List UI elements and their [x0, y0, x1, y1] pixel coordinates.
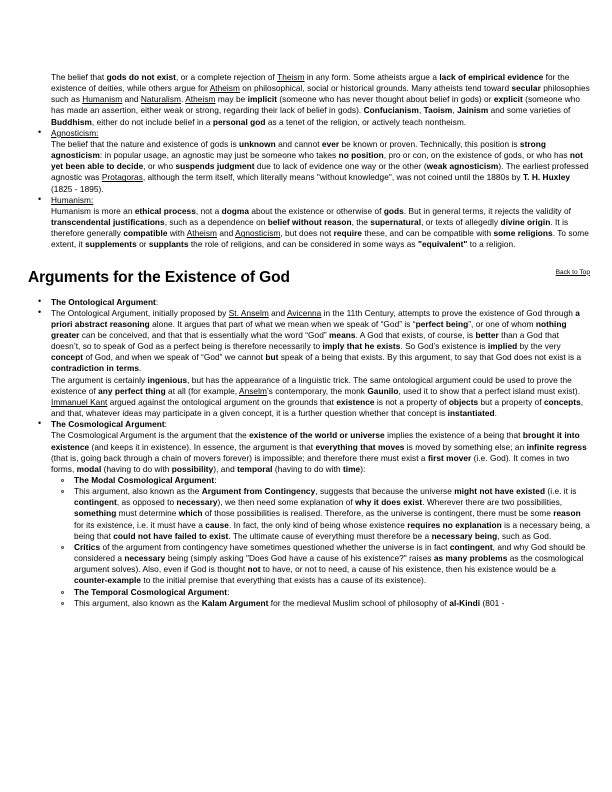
emphasis-run: Confucianism — [363, 105, 419, 116]
text-run: , such as a dependence on — [164, 217, 268, 228]
emphasis-run: but — [265, 352, 279, 363]
emphasis-run: why it does exist — [355, 497, 423, 508]
text-run: argued against the ontological argument on the grounds that — [107, 396, 337, 407]
emphasis-run: personal god — [212, 116, 266, 127]
emphasis-run: perfect being — [415, 318, 469, 329]
text-run: The argument is certainly — [51, 374, 148, 385]
emphasis-run: The Temporal Cosmological Argument — [74, 586, 228, 597]
emphasis-run: implicit — [247, 94, 278, 105]
emphasis-run: counter-example — [74, 575, 142, 586]
text-run: for the medieval Muslim school of philosophy of — [268, 597, 450, 608]
text-run: : — [155, 296, 159, 307]
emphasis-run: not yet been able to decide — [51, 150, 583, 172]
cosmological-sublist — [51, 475, 590, 609]
emphasis-run: which — [178, 508, 203, 519]
humanism-term — [51, 195, 590, 206]
atheism-paragraph — [51, 72, 590, 128]
critics-paragraph — [74, 542, 590, 587]
emphasis-run: no position — [338, 150, 384, 161]
text-run: (someone who has made an assertion, either weak or strong, regarding their lack of belief in gods). — [51, 94, 581, 116]
emphasis-run: first mover — [427, 452, 472, 463]
text-run: and — [122, 94, 141, 105]
emphasis-run: ingenious — [147, 374, 188, 385]
text-run: with — [167, 228, 187, 239]
emphasis-run: Critics — [74, 541, 101, 552]
text-run: in the 11th Century, attempts to prove the existence of God through — [321, 307, 576, 318]
emphasis-run: al-Kindi — [449, 597, 481, 608]
text-run: the role of religions, and can be considered in some ways as — [188, 239, 418, 250]
emphasis-run: something — [74, 508, 117, 519]
list-item-cosmological-body — [28, 430, 590, 609]
emphasis-run: might not have existed — [454, 486, 546, 497]
text-run: : — [227, 586, 230, 597]
text-run: of God, and when we speak of “God” we cannot — [83, 352, 266, 363]
emphasis-run: The Modal Cosmological Argument — [74, 475, 215, 485]
emphasis-run: T. H. Huxley — [522, 172, 571, 183]
text-run: by the very — [517, 341, 561, 352]
text-run: (having to do with — [272, 463, 343, 474]
emphasis-run: weak agnosticism — [426, 161, 499, 172]
emphasis-run: cause — [205, 519, 229, 530]
emphasis-run: ethical process — [134, 205, 196, 216]
emphasis-run: Kalam Argument — [201, 597, 269, 608]
emphasis-run: Argument from Contingency — [201, 486, 316, 497]
ontological-paragraph-1 — [51, 308, 590, 375]
link-immanuel-kant[interactable]: Immanuel Kant — [51, 396, 108, 407]
text-run: . So God’s existence is — [400, 341, 488, 352]
text-run: and some varieties of — [488, 105, 571, 116]
text-run: : — [214, 475, 217, 485]
emphasis-run: concepts — [543, 396, 581, 407]
text-run: , but has the appearance of a linguistic trick. The same ontological argument could be used to prove the existence of — [51, 374, 572, 396]
text-run: be known or proven. Technically, this position is — [339, 138, 520, 149]
emphasis-run: necessary — [124, 553, 166, 564]
text-run: This argument, also known as the — [74, 597, 202, 608]
list-item-ontological-body — [28, 308, 590, 420]
text-run: The belief that — [51, 72, 107, 82]
text-run: (1825 - 1895). — [51, 183, 104, 194]
emphasis-run: Taoism — [423, 105, 453, 116]
emphasis-run: modal — [76, 463, 102, 474]
agnosticism-paragraph — [51, 139, 590, 195]
text-run: . To some extent, it — [51, 228, 589, 250]
text-run: ”, or one of whom — [468, 318, 536, 329]
text-run: to the initial premise that everything that exists has a cause of its existence). — [141, 575, 427, 586]
emphasis-run: strong agnosticism — [51, 138, 546, 161]
list-item-ontological-heading — [28, 297, 590, 308]
text-run: , — [452, 105, 458, 116]
emphasis-run: reason — [553, 508, 581, 519]
emphasis-run: nothing greater — [51, 318, 567, 340]
emphasis-run: existence of the world or universe — [249, 430, 385, 441]
emphasis-run: explicit — [493, 94, 523, 105]
emphasis-run: contingent — [449, 541, 493, 552]
link-avicenna[interactable]: Avicenna — [287, 307, 322, 318]
emphasis-run: The Cosmological Argument — [51, 419, 165, 430]
emphasis-run: requires no explanation — [407, 519, 502, 530]
emphasis-run: dogma — [221, 205, 249, 216]
text-run: due to lack of evidence one way or the other ( — [254, 161, 427, 172]
emphasis-run: lack of empirical evidence — [439, 72, 544, 82]
emphasis-run: require — [333, 228, 362, 239]
text-run: : in popular usage, an agnostic may just be someone who takes — [99, 150, 339, 161]
sublist-item-critics — [51, 542, 590, 587]
emphasis-run: contradiction in terms — [51, 363, 140, 374]
text-run: (and keeps it in existence). In essence, the argument is that — [89, 441, 316, 452]
definitions-list — [28, 128, 590, 251]
link-atheism[interactable]: Atheism — [209, 83, 240, 94]
text-run: to a religion. — [467, 239, 516, 250]
text-run: , as opposed to — [116, 497, 177, 508]
emphasis-run: any perfect thing — [98, 385, 166, 396]
emphasis-run: necessary — [176, 497, 218, 508]
list-item-agnosticism — [28, 128, 590, 195]
text-run: , the — [351, 217, 371, 228]
text-run: being (simply asking "Does God have a cause of his existence?" raises — [165, 553, 434, 564]
sublist-item-modal-body — [51, 486, 590, 542]
emphasis-run: supplants — [148, 239, 189, 250]
ontological-term — [51, 297, 590, 308]
link-atheism-2[interactable]: Atheism — [185, 94, 216, 105]
emphasis-run: transcendental justifications — [51, 217, 165, 228]
text-run: , used it to show that a perfect island must exist). — [398, 385, 581, 396]
emphasis-run: infinite regress — [526, 441, 587, 452]
text-run: (having to do with — [101, 463, 172, 474]
emphasis-run: Gaunilo — [367, 385, 399, 396]
text-run: . A God that exists, of course, is — [355, 329, 476, 340]
text-run: speak of a being that exists. By this argument, to say that God does not exist is a — [278, 352, 582, 363]
text-run: and — [268, 307, 287, 318]
text-run: . — [494, 408, 498, 419]
text-run: , and why God should be considered a — [74, 541, 586, 564]
humanism-paragraph — [51, 206, 590, 251]
text-run: . But in general terms, it rejects the validity of — [403, 205, 571, 216]
emphasis-run: concept — [51, 352, 84, 363]
text-run: , suggests that because the universe — [315, 486, 455, 497]
emphasis-run: a priori abstract reasoning — [51, 307, 580, 329]
text-run: for its existence, i.e. it must have a — [74, 519, 206, 530]
text-run: (801 - — [480, 597, 505, 608]
text-run: than a God that doesn’t, so to speak of God as a perfect being is therefore necessarily to — [51, 329, 559, 352]
link-st-anselm[interactable]: St. Anselm — [228, 307, 269, 318]
text-run: (i.e. it is — [545, 486, 577, 497]
section-heading-row — [28, 268, 590, 294]
emphasis-run: belief without reason — [267, 217, 352, 228]
text-run: must determine — [116, 508, 179, 519]
text-run: and cannot — [275, 138, 322, 149]
text-run: This argument, also known as the — [74, 486, 202, 497]
text-run: , or texts of allegedly — [421, 217, 501, 228]
link-atheism-3[interactable]: Atheism — [186, 228, 217, 239]
emphasis-run: suspends judgment — [175, 161, 255, 172]
cosmological-paragraph-1 — [51, 430, 590, 475]
text-run: : — [164, 419, 168, 430]
back-to-top-link[interactable]: Back to Top — [555, 268, 590, 276]
emphasis-run: means — [329, 329, 356, 340]
emphasis-run: temporal — [237, 463, 273, 474]
emphasis-run: objects — [448, 396, 479, 407]
text-run: (that is, going back through a chain of movers forever) is impossible; and therefore there must exist a — [51, 452, 428, 463]
emphasis-run: secular — [511, 83, 541, 94]
list-item-cosmological-heading — [28, 419, 590, 430]
text-run: alone. It argues that part of what we mean when we speak of “God” is “ — [149, 318, 416, 329]
text-run: as the cosmological argument solves). Also, even if God is thought — [74, 553, 584, 575]
text-run: but a property of — [478, 396, 544, 407]
link-agnosticism[interactable]: Agnosticism: — [51, 127, 99, 138]
link-naturalism[interactable]: Naturalism — [140, 94, 181, 105]
text-run: . — [139, 363, 142, 374]
text-run: and — [216, 228, 236, 239]
text-run: ). The earliest professed agnostic was — [51, 161, 589, 183]
arguments-list — [28, 297, 590, 609]
agnosticism-term — [51, 128, 590, 139]
emphasis-run: everything that moves — [315, 441, 405, 452]
text-run: at all (for example, — [165, 385, 239, 396]
emphasis-run: The Ontological Argument — [51, 296, 156, 307]
text-run: , or a complete rejection of — [175, 72, 278, 82]
text-run: The belief that the nature and existence of gods is — [51, 138, 240, 149]
text-run: , not a — [195, 205, 222, 216]
emphasis-run: necessary being — [431, 530, 498, 541]
text-run: Humanism is more an — [51, 205, 135, 216]
text-run: ), and — [213, 463, 238, 474]
emphasis-run: time — [342, 463, 361, 474]
emphasis-run: brought it into existence — [51, 430, 580, 452]
text-run: philosophies such as — [51, 83, 590, 105]
modal-paragraph — [74, 486, 590, 542]
link-protagoras[interactable]: Protagoras — [101, 172, 143, 183]
text-run: , either do not include belief in a — [91, 116, 213, 127]
text-run: is not a property of — [374, 396, 449, 407]
link-theism[interactable]: Theism — [277, 72, 305, 82]
emphasis-run: contingent — [74, 497, 117, 508]
text-run: . In fact, the only kind of being whose existence — [228, 519, 408, 530]
link-humanism[interactable]: Humanism — [82, 94, 123, 105]
emphasis-run: could not have failed to exist — [113, 530, 229, 541]
link-agnosticism-2[interactable]: Agnosticism — [235, 228, 281, 239]
link-humanism-term[interactable]: Humanism: — [51, 194, 94, 205]
text-run: can be conceived, and that that is essentially what the word “God” — [79, 329, 329, 340]
text-run: of the argument from contingency have sometimes questioned whether the universe is in fact — [100, 541, 450, 552]
emphasis-run: imply that he exists — [322, 341, 401, 352]
emphasis-run: Buddhism — [51, 116, 92, 127]
text-run: in any form. Some atheists argue a — [304, 72, 440, 82]
text-run: is moved by something else; an — [404, 441, 527, 452]
text-run: is a necessary being, a being that — [74, 519, 590, 541]
page-title: Arguments for the Existence of God — [28, 268, 290, 286]
text-run: (someone who has never thought about belief in gods) or — [277, 94, 494, 105]
text-run: . It is therefore generally — [51, 217, 569, 239]
sublist-item-temporal-body — [51, 598, 590, 609]
text-run: , and that, whatever ideas may participate in a given concept, it is a further question whether that concept is — [51, 396, 584, 419]
temporal-paragraph — [74, 598, 590, 609]
text-run: . — [180, 94, 186, 105]
text-run: as a tenet of the religion, or actively teach nontheism. — [265, 116, 467, 127]
list-item-humanism — [28, 195, 590, 251]
text-run: ), we then need some explanation of — [217, 497, 356, 508]
text-run: ): — [360, 463, 366, 474]
text-run: of those possibilities is realised. Therefore, as the universe is contingent, there must be some — [202, 508, 554, 519]
text-run: (i.e. God). It comes in two forms, — [51, 452, 570, 474]
emphasis-run: "equivalent" — [417, 239, 468, 250]
text-run: . The ultimate cause of everything must therefore be a — [228, 530, 432, 541]
text-run: implies the existence of a being that — [384, 430, 523, 441]
sublist-item-temporal-heading — [51, 587, 590, 598]
text-run: for the existence of deities, while others argue for — [51, 72, 570, 94]
emphasis-run: possibility — [171, 463, 214, 474]
text-run: , such as God. — [497, 530, 552, 541]
text-run: may be — [215, 94, 248, 105]
emphasis-run: compatible — [123, 228, 168, 239]
emphasis-run: divine origin — [500, 217, 551, 228]
text-run: to have, or not to need, a cause of his existence, then his existence would be a — [260, 564, 556, 575]
emphasis-run: supplements — [85, 239, 137, 250]
emphasis-run: not — [247, 564, 261, 575]
emphasis-run: existence — [336, 396, 375, 407]
sublist-item-modal-heading — [51, 475, 590, 486]
emphasis-run: gods do not exist — [106, 72, 176, 82]
emphasis-run: unknown — [239, 138, 276, 149]
emphasis-run: better — [475, 329, 499, 340]
emphasis-run: some religions — [493, 228, 553, 239]
text-run: , or who — [143, 161, 176, 172]
emphasis-run: as many problems — [433, 553, 508, 564]
text-run: . Wherever there are two possibilities, — [422, 497, 563, 508]
temporal-heading — [74, 587, 590, 598]
text-run: these, and can be compatible with — [362, 228, 494, 239]
text-run: , but does not — [280, 228, 334, 239]
cosmological-term — [51, 419, 590, 430]
ontological-paragraph-2 — [51, 375, 590, 420]
emphasis-run: instantiated — [447, 408, 495, 419]
emphasis-run: gods — [383, 205, 404, 216]
modal-heading — [74, 475, 590, 486]
emphasis-run: supernatural — [370, 217, 422, 228]
link-anselm[interactable]: Anselm — [239, 385, 267, 396]
text-run: or — [136, 239, 149, 250]
text-run: , pro or con, on the existence of gods, or who has — [383, 150, 570, 161]
emphasis-run: ever — [321, 138, 340, 149]
emphasis-run: Jainism — [457, 105, 489, 116]
text-run: , — [418, 105, 424, 116]
text-run: on philosophical, social or historical grounds. Many atheists tend toward — [239, 83, 512, 94]
text-run: about the existence or otherwise of — [248, 205, 384, 216]
text-run: The Cosmological Argument is the argument that the — [51, 430, 250, 441]
emphasis-run: implied — [487, 341, 518, 352]
text-run: ’s contemporary, the monk — [266, 385, 368, 396]
text-run: The Ontological Argument, initially proposed by — [51, 307, 229, 318]
text-run: , although the term itself, which literally means "without knowledge", was not coined until the 1880s by — [142, 172, 523, 183]
